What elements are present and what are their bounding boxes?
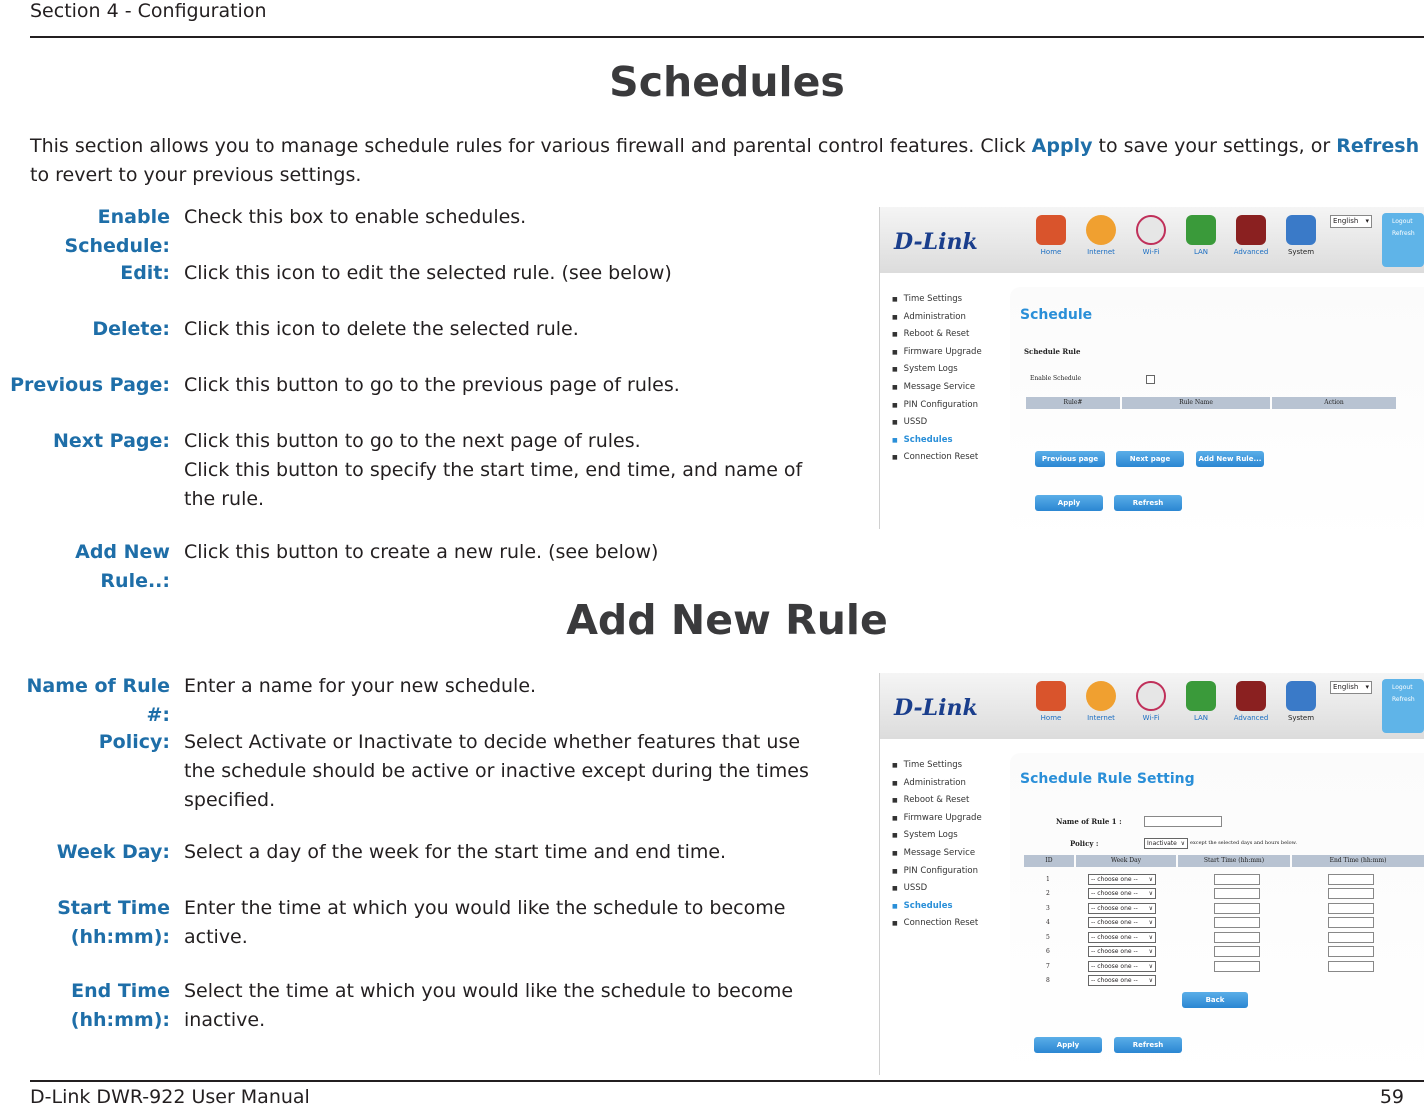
desc-next-page: Click this button to go to the next page of rules.: [184, 430, 641, 452]
desc-add-new-rule: Click this button to create a new rule. (see below): [184, 541, 659, 563]
col-week-day: Week Day: [1076, 855, 1176, 867]
tools-icon: [1236, 681, 1266, 711]
label-delete: Delete:: [92, 318, 170, 340]
rule-setting-panel: [1010, 753, 1424, 1075]
menu-item[interactable]: ■ System Logs: [892, 361, 982, 379]
end-time-input[interactable]: [1328, 932, 1374, 943]
nav-wifi[interactable]: Wi-Fi: [1130, 681, 1172, 722]
rule-setting-screenshot: [879, 673, 1424, 1075]
nav-lan[interactable]: LAN: [1180, 215, 1222, 256]
menu-item[interactable]: ■ Reboot & Reset: [892, 326, 982, 344]
menu-item[interactable]: ■ Time Settings: [892, 291, 982, 309]
nav-advanced[interactable]: Advanced: [1230, 681, 1272, 722]
weekday-select[interactable]: -- choose one -- ∨: [1088, 888, 1156, 899]
router-nav: [1030, 215, 1322, 256]
label-edit: Edit:: [120, 262, 170, 284]
row-id: 8: [1046, 977, 1050, 984]
header-divider: [30, 36, 1424, 38]
rule-name-input[interactable]: [1144, 816, 1222, 827]
previous-page-button[interactable]: Previous page: [1035, 451, 1105, 467]
schedules-title: Schedules: [609, 58, 845, 106]
label-enable-schedule: Enable Schedule:: [64, 206, 170, 257]
name-of-rule-label: Name of Rule 1 :: [1056, 817, 1122, 826]
router-topbar: [880, 207, 1424, 273]
menu-item[interactable]: ■ Reboot & Reset: [892, 792, 982, 810]
wifi-icon: [1136, 681, 1166, 711]
enable-schedule-checkbox[interactable]: [1146, 375, 1155, 384]
col-rule-num: Rule#: [1026, 397, 1120, 409]
start-time-input[interactable]: [1214, 932, 1260, 943]
nav-system[interactable]: System: [1280, 681, 1322, 722]
home-icon: [1036, 681, 1066, 711]
weekday-select[interactable]: -- choose one -- ∨: [1088, 903, 1156, 914]
end-time-input[interactable]: [1328, 874, 1374, 885]
menu-item[interactable]: ■ Firmware Upgrade: [892, 344, 982, 362]
menu-item[interactable]: ■ Time Settings: [892, 757, 982, 775]
globe-icon: [1086, 215, 1116, 245]
rule-setting-title: Schedule Rule Setting: [1020, 771, 1195, 787]
row-id: 1: [1046, 876, 1050, 883]
apply-button[interactable]: Apply: [1035, 495, 1103, 511]
label-add-new-rule: Add New Rule..:: [75, 541, 170, 592]
side-buttons: [1382, 213, 1424, 267]
weekday-select[interactable]: -- choose one -- ∨: [1088, 874, 1156, 885]
end-time-input[interactable]: [1328, 917, 1374, 928]
menu-item[interactable]: ■ System Logs: [892, 827, 982, 845]
dlink-logo: D-Link: [894, 695, 978, 721]
schedule-screenshot: [879, 207, 1424, 529]
start-time-input[interactable]: [1214, 946, 1260, 957]
nav-lan[interactable]: LAN: [1180, 681, 1222, 722]
start-time-input[interactable]: [1214, 888, 1260, 899]
nav-home[interactable]: Home: [1030, 681, 1072, 722]
row-id: 6: [1046, 948, 1050, 955]
label-policy: Policy:: [98, 731, 170, 753]
menu-item[interactable]: ■ Message Service: [892, 379, 982, 397]
router-topbar: [880, 673, 1424, 739]
start-time-input[interactable]: [1214, 874, 1260, 885]
schedules-intro: This section allows you to manage schedule rules for various firewall and parental control features. Click Apply to save your settings, or Refresh to revert to your previous settings.: [30, 135, 1420, 186]
nav-system[interactable]: System: [1280, 215, 1322, 256]
section-header: Section 4 - Configuration: [30, 0, 267, 22]
router-nav: [1030, 681, 1322, 722]
schedule-panel-title: Schedule: [1020, 307, 1093, 323]
label-week-day: Week Day:: [56, 841, 170, 863]
policy-select[interactable]: Inactivate ∨: [1144, 838, 1188, 849]
start-time-input[interactable]: [1214, 917, 1260, 928]
menu-item[interactable]: ■ Administration: [892, 309, 982, 327]
tools-icon: [1236, 215, 1266, 245]
start-time-input[interactable]: [1214, 961, 1260, 972]
label-name-of-rule: Name of Rule #:: [26, 675, 170, 726]
desc-end-time: Select the time at which you would like the schedule to become inactive.: [184, 980, 794, 1031]
lan-icon: [1186, 681, 1216, 711]
nav-advanced[interactable]: Advanced: [1230, 215, 1272, 256]
apply-button[interactable]: Apply: [1034, 1037, 1102, 1053]
menu-item[interactable]: ■ USSD: [892, 414, 982, 432]
label-end-time: End Time: [71, 980, 170, 1002]
weekday-select[interactable]: -- choose one -- ∨: [1088, 975, 1156, 986]
label-start-time-format: (hh:mm):: [70, 926, 170, 948]
desc-specify-rule: Click this button to specify the start time, end time, and name of the rule.: [184, 459, 803, 510]
add-new-rule-button[interactable]: Add New Rule...: [1196, 451, 1264, 467]
col-start-time: Start Time (hh:mm): [1178, 855, 1290, 867]
desc-policy: Select Activate or Inactivate to decide whether features that use the schedule should be active or inactive except during the times specified.: [184, 731, 809, 811]
policy-note: except the selected days and hours below.: [1190, 840, 1297, 846]
col-id: ID: [1024, 855, 1074, 867]
language-select[interactable]: English ▾: [1330, 215, 1372, 228]
menu-item-active[interactable]: ■ Schedules: [892, 432, 982, 450]
desc-delete: Click this icon to delete the selected rule.: [184, 318, 579, 340]
refresh-button[interactable]: Refresh: [1114, 495, 1182, 511]
weekday-select[interactable]: -- choose one -- ∨: [1088, 917, 1156, 928]
weekday-select[interactable]: -- choose one -- ∨: [1088, 932, 1156, 943]
side-buttons: [1382, 679, 1424, 733]
home-icon: [1036, 215, 1066, 245]
logout-button[interactable]: Logout: [1392, 218, 1413, 225]
desc-enable-schedule: Check this box to enable schedules.: [184, 206, 527, 228]
router-menu: [892, 757, 982, 933]
weekday-select[interactable]: -- choose one -- ∨: [1088, 946, 1156, 957]
menu-item[interactable]: ■ Message Service: [892, 845, 982, 863]
wifi-icon: [1136, 215, 1166, 245]
col-rule-name: Rule Name: [1122, 397, 1270, 409]
menu-item[interactable]: ■ PIN Configuration: [892, 863, 982, 881]
add-new-rule-title: Add New Rule: [566, 596, 888, 644]
start-time-input[interactable]: [1214, 903, 1260, 914]
desc-week-day: Select a day of the week for the start time and end time.: [184, 841, 727, 863]
end-time-input[interactable]: [1328, 946, 1374, 957]
end-time-input[interactable]: [1328, 888, 1374, 899]
menu-item[interactable]: ■ PIN Configuration: [892, 397, 982, 415]
logout-button[interactable]: Logout: [1392, 684, 1413, 691]
menu-item[interactable]: ■ Connection Reset: [892, 449, 982, 467]
weekday-select[interactable]: -- choose one -- ∨: [1088, 961, 1156, 972]
label-end-time-format: (hh:mm):: [70, 1009, 170, 1031]
back-button[interactable]: Back: [1182, 992, 1248, 1008]
end-time-input[interactable]: [1328, 961, 1374, 972]
label-next-page: Next Page:: [52, 430, 170, 452]
dlink-logo: D-Link: [894, 229, 978, 255]
nav-internet[interactable]: Internet: [1080, 681, 1122, 722]
monitor-icon: [1286, 215, 1316, 245]
footer-manual-title: D-Link DWR-922 User Manual: [30, 1086, 310, 1108]
end-time-input[interactable]: [1328, 903, 1374, 914]
col-action: Action: [1272, 397, 1396, 409]
menu-item[interactable]: ■ Connection Reset: [892, 915, 982, 933]
nav-wifi[interactable]: Wi-Fi: [1130, 215, 1172, 256]
next-page-button[interactable]: Next page: [1116, 451, 1184, 467]
menu-item[interactable]: ■ USSD: [892, 880, 982, 898]
refresh-side-button[interactable]: Refresh: [1392, 230, 1415, 237]
desc-edit: Click this icon to edit the selected rule. (see below): [184, 262, 672, 284]
menu-item[interactable]: ■ Firmware Upgrade: [892, 810, 982, 828]
language-select[interactable]: English ▾: [1330, 681, 1372, 694]
row-id: 3: [1046, 905, 1050, 912]
label-start-time: Start Time: [57, 897, 170, 919]
label-previous-page: Previous Page:: [10, 374, 170, 396]
nav-home[interactable]: Home: [1030, 215, 1072, 256]
schedule-panel: [1010, 287, 1424, 529]
row-id: 4: [1046, 919, 1050, 926]
row-id: 2: [1046, 890, 1050, 897]
nav-internet[interactable]: Internet: [1080, 215, 1122, 256]
desc-start-time: Enter the time at which you would like the schedule to become active.: [184, 897, 786, 948]
desc-previous-page: Click this button to go to the previous page of rules.: [184, 374, 680, 396]
row-id: 7: [1046, 963, 1050, 970]
menu-item-active[interactable]: ■ Schedules: [892, 898, 982, 916]
footer-divider: [30, 1080, 1424, 1082]
refresh-button[interactable]: Refresh: [1114, 1037, 1182, 1053]
router-menu: [892, 291, 982, 467]
row-id: 5: [1046, 934, 1050, 941]
schedule-rule-subtitle: Schedule Rule: [1024, 347, 1081, 356]
desc-name-of-rule: Enter a name for your new schedule.: [184, 675, 537, 697]
policy-label: Policy :: [1070, 839, 1099, 848]
page-number: 59: [1379, 1086, 1404, 1108]
globe-icon: [1086, 681, 1116, 711]
refresh-side-button[interactable]: Refresh: [1392, 696, 1415, 703]
monitor-icon: [1286, 681, 1316, 711]
enable-schedule-label: Enable Schedule: [1030, 375, 1082, 382]
menu-item[interactable]: ■ Administration: [892, 775, 982, 793]
col-end-time: End Time (hh:mm): [1292, 855, 1424, 867]
lan-icon: [1186, 215, 1216, 245]
